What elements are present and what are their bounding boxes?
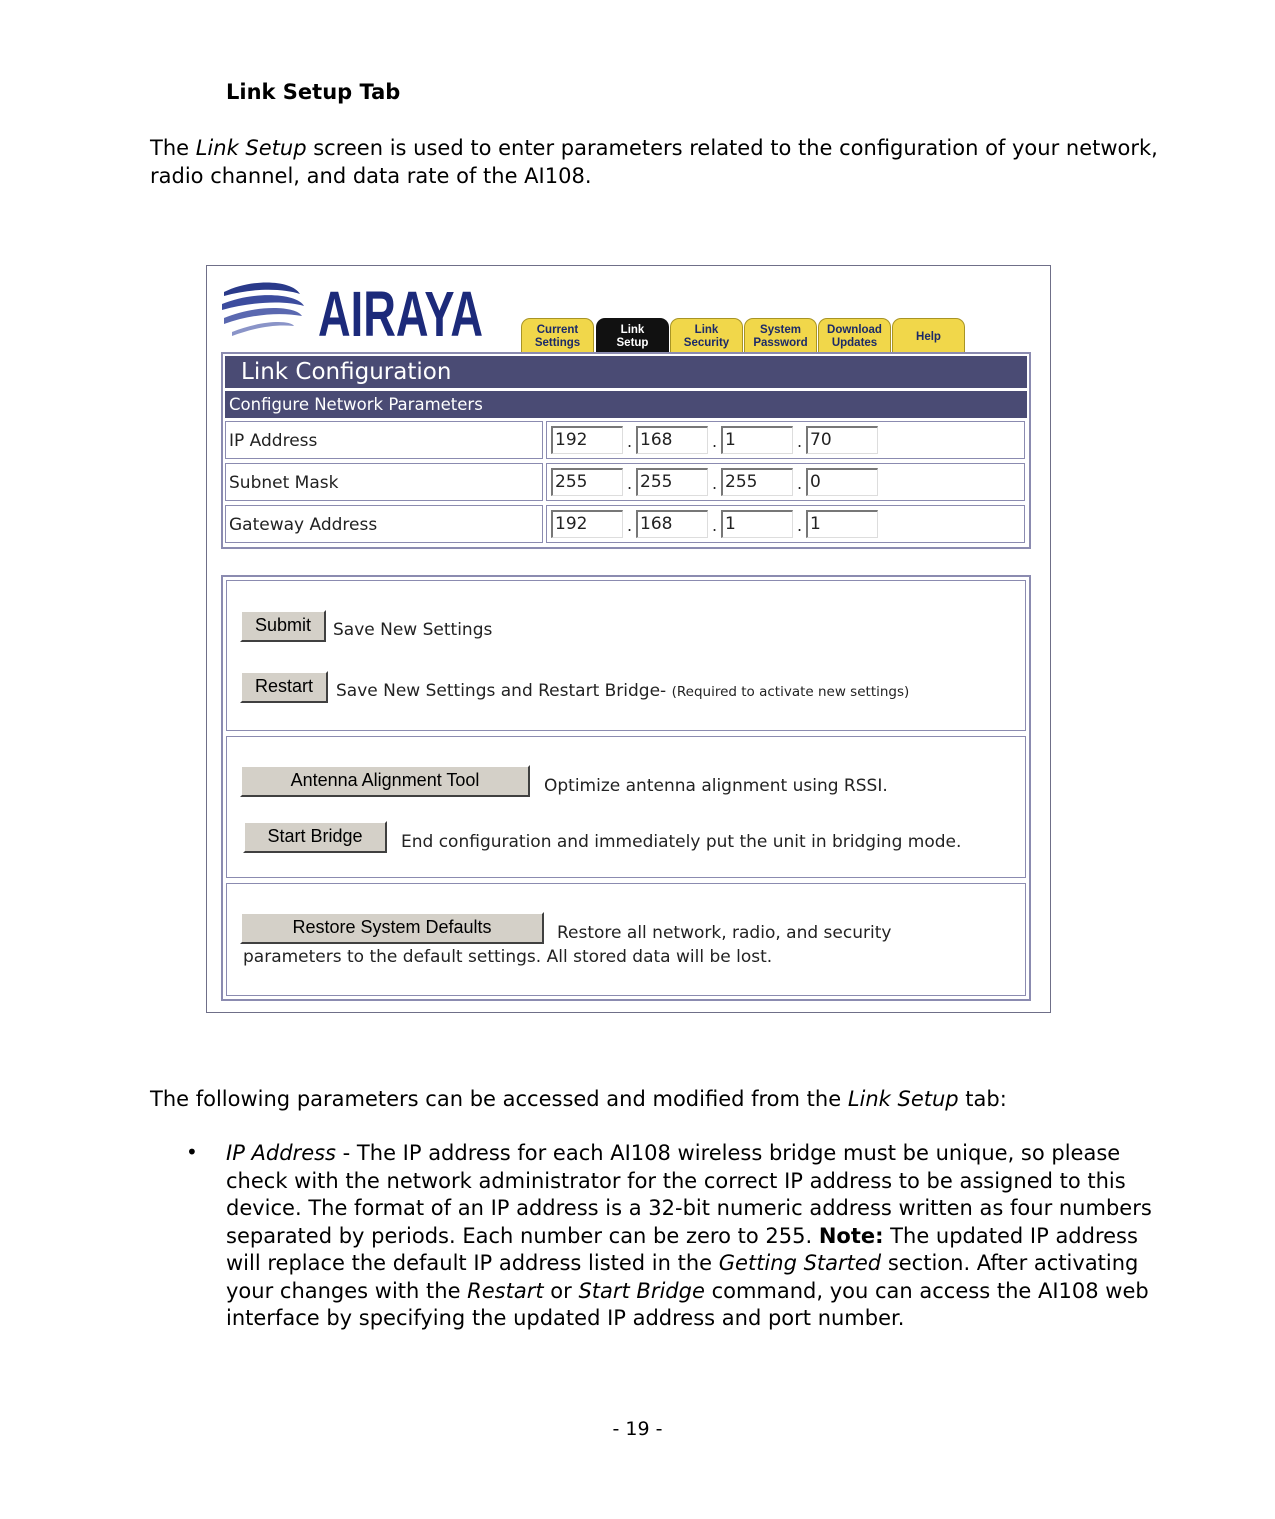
subnet-octet-3-input[interactable]: 255 — [721, 468, 793, 496]
svg-text:AIRAYA: AIRAYA — [318, 278, 483, 342]
panel-subtitle: Configure Network Parameters — [225, 391, 1027, 418]
separator: . — [797, 432, 803, 451]
separator: . — [712, 432, 718, 451]
page-number: - 19 - — [612, 1418, 663, 1440]
antenna-alignment-tool-button[interactable]: Antenna Alignment Tool — [240, 765, 530, 797]
separator: . — [797, 474, 803, 493]
restore-description-line1: Restore all network, radio, and security — [557, 923, 892, 943]
panel-title: Link Configuration — [225, 356, 1027, 388]
tab-current-settings[interactable]: Current Settings — [521, 318, 594, 353]
tab-download-updates[interactable]: Download Updates — [818, 318, 891, 353]
submit-description: Save New Settings — [333, 620, 493, 640]
section-heading: Link Setup Tab — [226, 80, 401, 104]
save-section — [226, 580, 1026, 731]
tools-section — [226, 736, 1026, 878]
separator: . — [797, 516, 803, 535]
tab-link-security[interactable]: Link Security — [670, 318, 743, 353]
gateway-address-label: Gateway Address — [225, 505, 543, 543]
intro-paragraph: The Link Setup screen is used to enter parameters related to the configuration of your network, radio channel, and data rate of the AI108. — [150, 136, 1158, 188]
following-paragraph: The following parameters can be accessed and modified from the Link Setup tab: — [150, 1087, 1007, 1111]
separator: . — [627, 432, 633, 451]
gateway-octet-1-input[interactable]: 192 — [551, 510, 623, 538]
gateway-octet-2-input[interactable]: 168 — [636, 510, 708, 538]
tab-system-password[interactable]: System Password — [744, 318, 817, 353]
ip-octet-3-input[interactable]: 1 — [721, 426, 793, 454]
antenna-description: Optimize antenna alignment using RSSI. — [544, 776, 888, 796]
airaya-logo — [222, 276, 487, 342]
separator: . — [712, 516, 718, 535]
tab-help[interactable]: Help — [892, 318, 965, 353]
separator: . — [627, 516, 633, 535]
restart-description: Save New Settings and Restart Bridge- (Required to activate new settings) — [336, 681, 910, 701]
gateway-octet-4-input[interactable]: 1 — [806, 510, 878, 538]
restart-button[interactable]: Restart — [240, 671, 328, 703]
subnet-octet-4-input[interactable]: 0 — [806, 468, 878, 496]
ip-address-bullet: IP Address - The IP address for each AI108 wireless bridge must be unique, so please check with the network administrator for the correct IP address to be assigned to this device. The format of an IP address is a 32-bit numeric address written as four numbers separated by periods. Each number can be zero to 255. Note: The updated IP address will replace the default IP address listed in the Getting Started section. After activating your changes with the Restart or Start Bridge command, you can access the AI108 web interface by specifying the updated IP address and port number. — [226, 1141, 1152, 1330]
subnet-octet-1-input[interactable]: 255 — [551, 468, 623, 496]
ip-octet-2-input[interactable]: 168 — [636, 426, 708, 454]
separator: . — [712, 474, 718, 493]
start-bridge-description: End configuration and immediately put the unit in bridging mode. — [401, 832, 962, 852]
ip-octet-4-input[interactable]: 70 — [806, 426, 878, 454]
bullet-icon: • — [186, 1140, 198, 1164]
ip-octet-1-input[interactable]: 192 — [551, 426, 623, 454]
gateway-octet-3-input[interactable]: 1 — [721, 510, 793, 538]
subnet-mask-label: Subnet Mask — [225, 463, 543, 501]
separator: . — [627, 474, 633, 493]
ip-address-label: IP Address — [225, 421, 543, 459]
restore-system-defaults-button[interactable]: Restore System Defaults — [240, 912, 544, 944]
start-bridge-button[interactable]: Start Bridge — [243, 821, 387, 853]
submit-button[interactable]: Submit — [240, 610, 326, 642]
swoosh-logo-icon — [222, 276, 487, 342]
subnet-mask-fields — [546, 463, 1025, 501]
tab-link-setup[interactable]: Link Setup — [596, 318, 669, 353]
ip-address-fields — [546, 421, 1025, 459]
restore-description-line2: parameters to the default settings. All stored data will be lost. — [243, 947, 773, 967]
gateway-address-fields — [546, 505, 1025, 543]
network-params — [225, 421, 1027, 545]
subnet-octet-2-input[interactable]: 255 — [636, 468, 708, 496]
